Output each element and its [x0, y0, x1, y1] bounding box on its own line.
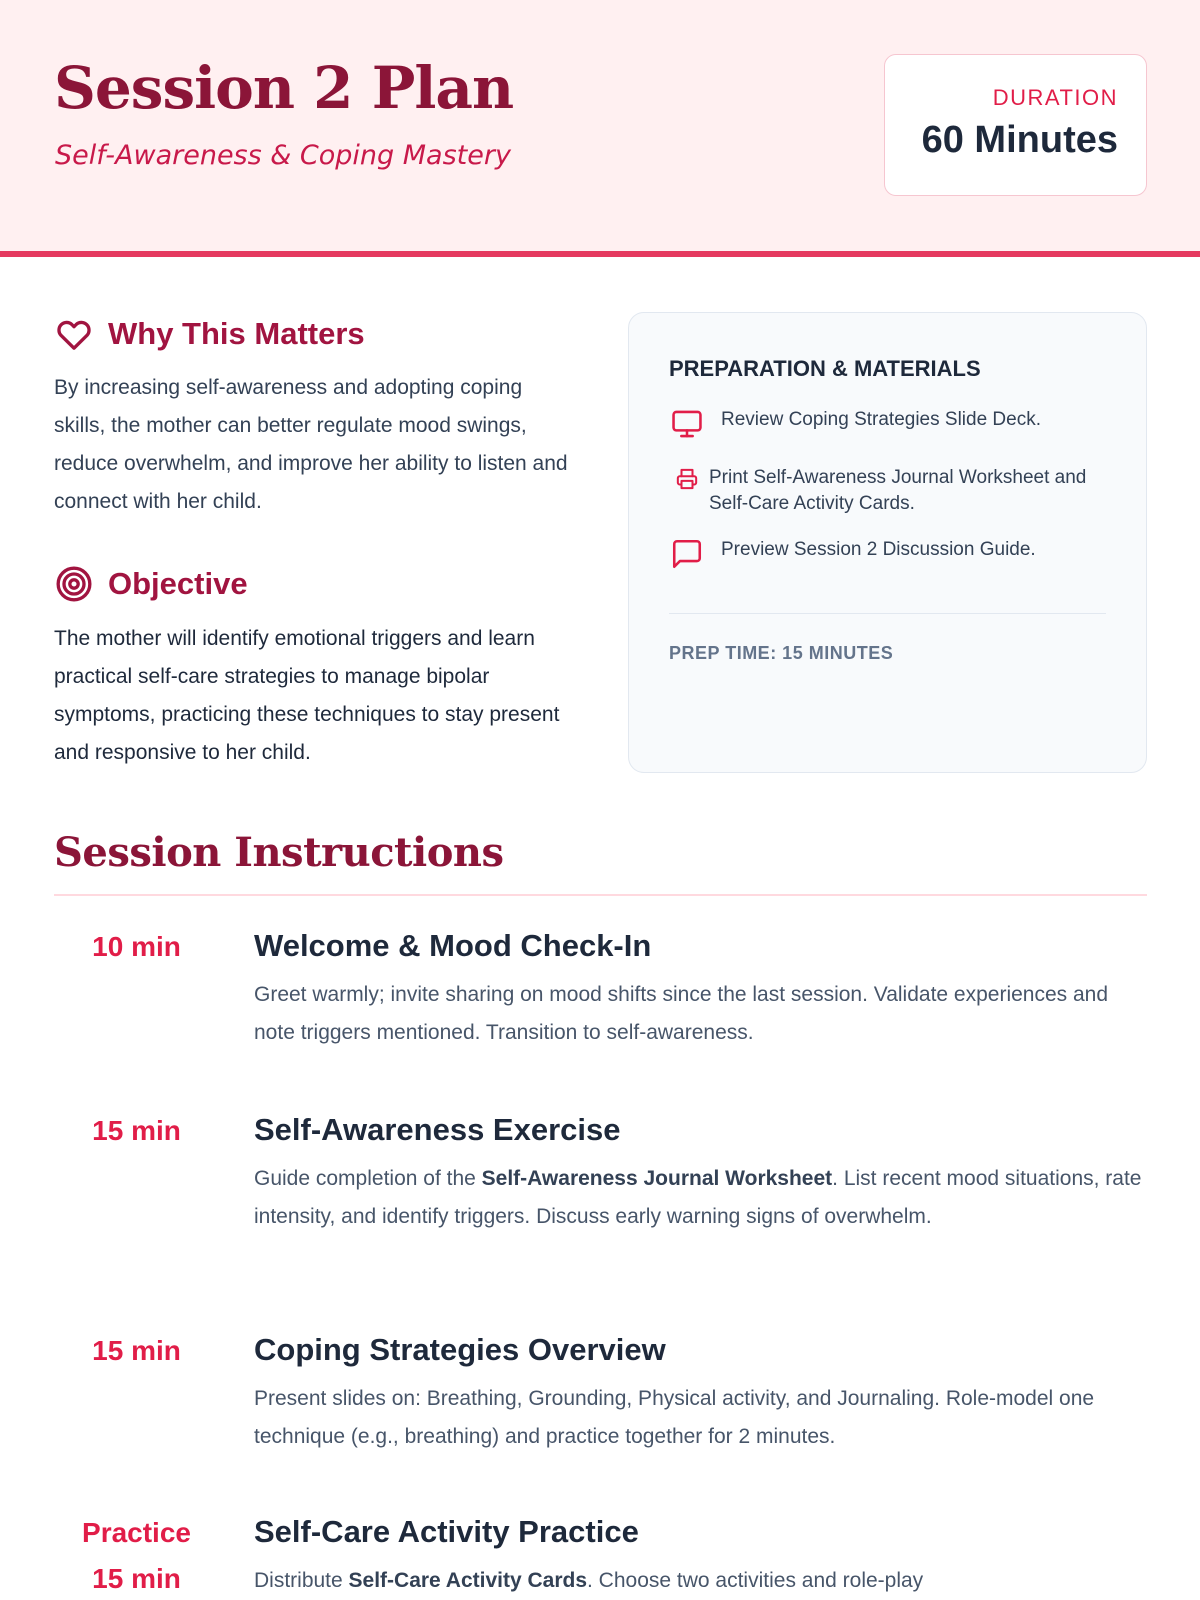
duration-value: 60 Minutes: [921, 119, 1118, 161]
step-title: Self-Awareness Exercise: [254, 1112, 621, 1147]
prep-item: [669, 407, 1109, 441]
objective-text: The mother will identify emotional triggers and learn practical self-care strategies to manage bipolar symptoms, practicing these techniques to stay present and responsive to her child.: [54, 627, 560, 764]
step-description: Guide completion of the Self-Awareness Journal Worksheet. List recent mood situations, rate intensity, and identify triggers. Discuss early warning signs of overwhelm.: [254, 1167, 1142, 1228]
step-time: 10 min: [92, 931, 181, 962]
target-icon: [54, 564, 94, 604]
page-header: [0, 0, 1200, 257]
step-time: 15 min: [92, 1115, 181, 1146]
prep-item: [669, 465, 1109, 517]
worksheet-name: Self-Awareness Journal Worksheet: [481, 1167, 833, 1190]
prep-item-text: Print Self-Awareness Journal Worksheet and Self-Care Activity Cards.: [709, 467, 1087, 514]
step-time-line1: Practice: [82, 1517, 191, 1548]
divider: [54, 894, 1147, 896]
step-description: Distribute Self-Care Activity Cards. Choose two activities and role-play: [254, 1569, 924, 1592]
step-time: 15 min: [92, 1335, 181, 1366]
step-time: [54, 1510, 219, 1600]
step-title: Coping Strategies Overview: [254, 1332, 666, 1367]
prep-item-text: Review Coping Strategies Slide Deck.: [721, 409, 1041, 430]
chat-icon: [669, 537, 705, 571]
heart-icon: [54, 314, 94, 354]
preparation-title: PREPARATION & MATERIALS: [669, 356, 981, 381]
page-title: Session 2 Plan: [54, 54, 514, 122]
instructions-title: Session Instructions: [54, 829, 504, 876]
printer-icon: [669, 465, 705, 490]
page-subtitle: Self-Awareness & Coping Mastery: [55, 140, 511, 171]
objective-heading-row: [54, 566, 248, 602]
monitor-icon: [669, 407, 705, 441]
prep-item: [669, 537, 1109, 571]
prep-time: PREP TIME: 15 MINUTES: [669, 643, 894, 663]
divider: [669, 613, 1106, 614]
step-title: Welcome & Mood Check-In: [254, 928, 652, 963]
step-title: Self-Care Activity Practice: [254, 1514, 639, 1549]
why-heading-row: [54, 316, 365, 352]
preparation-card: [628, 312, 1147, 773]
step-description: Greet warmly; invite sharing on mood shifts since the last session. Validate experiences and note triggers mentioned. Transition to self-awareness.: [254, 983, 1109, 1044]
step-description: Present slides on: Breathing, Grounding, Physical activity, and Journaling. Role-model one technique (e.g., breathing) and practice together for 2 minutes.: [254, 1387, 1095, 1448]
prep-item-text: Preview Session 2 Discussion Guide.: [721, 539, 1036, 560]
objective-heading: Objective: [108, 566, 248, 601]
why-text: By increasing self-awareness and adopting coping skills, the mother can better regulate mood swings, reduce overwhelm, and improve her ability to listen and connect with her child.: [54, 376, 568, 513]
cards-name: Self-Care Activity Cards: [348, 1569, 588, 1592]
duration-label: DURATION: [992, 85, 1118, 110]
why-heading: Why This Matters: [108, 316, 365, 351]
step-time-line2: 15 min: [92, 1563, 181, 1594]
duration-card: [884, 54, 1147, 196]
